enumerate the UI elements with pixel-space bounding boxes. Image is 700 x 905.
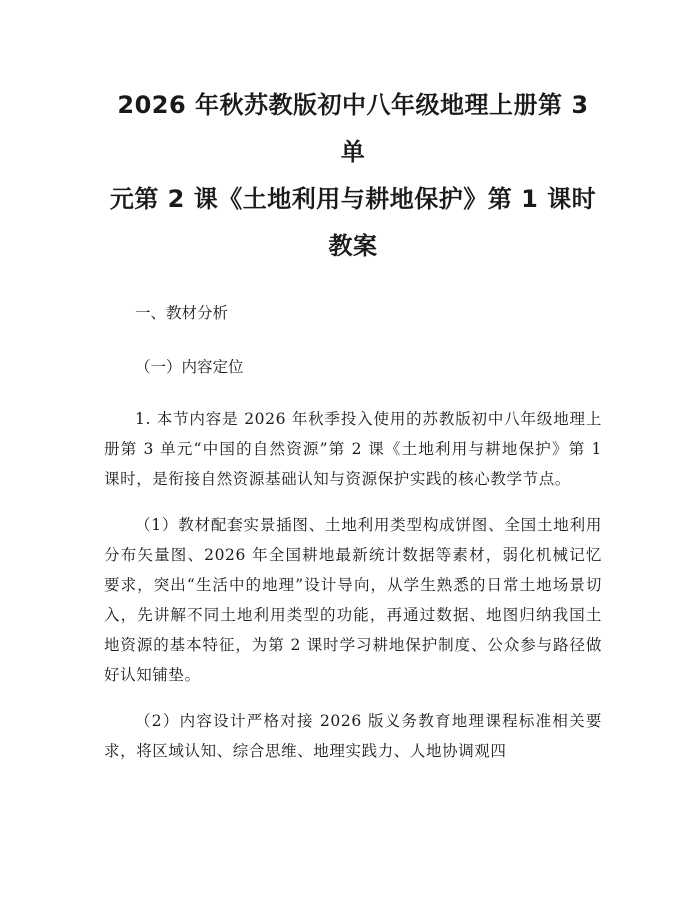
title-line-2: 元第 2 课《土地利用与耕地保护》第 1 课时 <box>109 185 597 213</box>
paragraph-2: （1）教材配套实景插图、土地利用类型构成饼图、全国土地利用分布矢量图、2026 年全国耕地最新统计数据等素材，弱化机械记忆要求，突出“生活中的地理”设计导向，从学生熟悉的日常土地场景切入，先讲解不同土地利用类型的功能，再通过数据、地图归纳我国土地资源的基本特征，为第 2 课时学习耕地保护制度、公众参与路径做好认知铺垫。 <box>104 516 602 684</box>
section-heading: 一、教材分析 <box>135 304 229 322</box>
paragraph-3: （2）内容设计严格对接 2026 版义务教育地理课程标准相关要求，将区域认知、综合思维、地理实践力、人地协调观四 <box>104 712 602 760</box>
paragraph-1: 1. 本节内容是 2026 年秋季投入使用的苏教版初中八年级地理上册第 3 单元“中国的自然资源”第 2 课《土地利用与耕地保护》第 1 课时，是衔接自然资源基础认知与资源保护实践的核心教学节点。 <box>104 410 602 488</box>
title-line-3: 教案 <box>328 232 378 260</box>
document-title <box>104 82 602 270</box>
title-line-1: 2026 年秋苏教版初中八年级地理上册第 3 单 <box>117 91 589 166</box>
subsection-heading: （一）内容定位 <box>135 358 244 376</box>
